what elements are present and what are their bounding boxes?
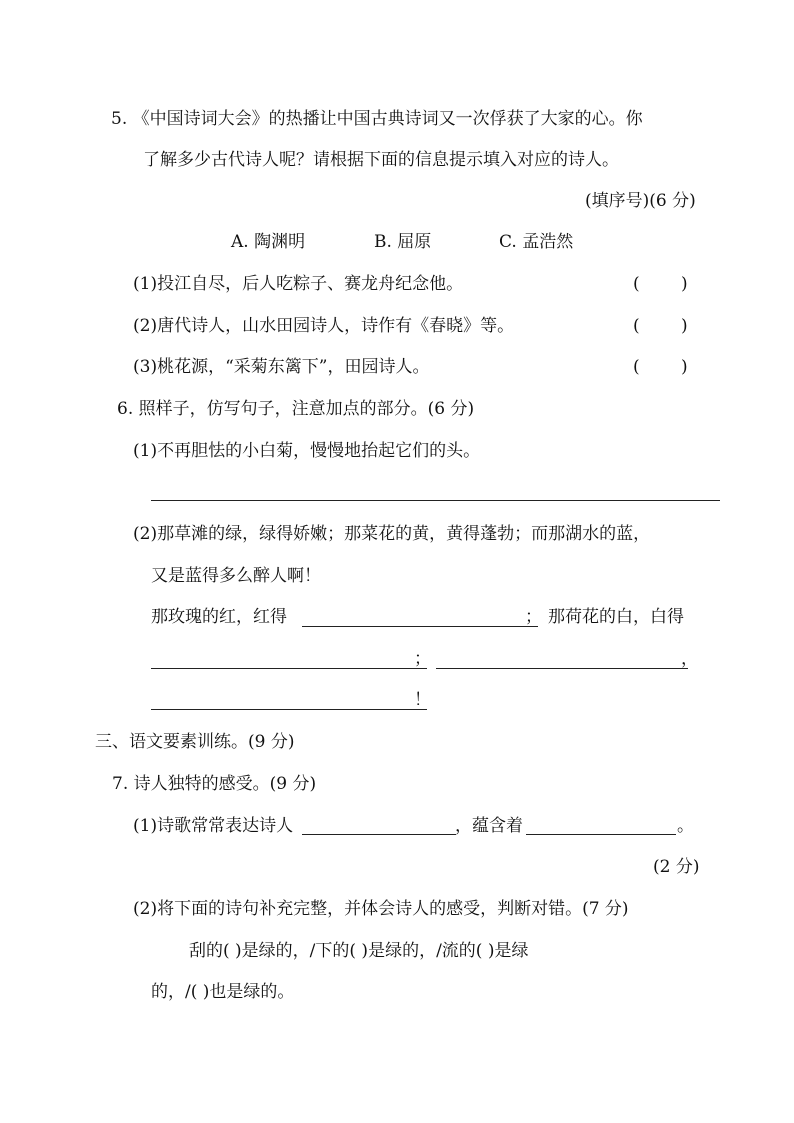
q7-item-1-prompt-b: ，蕴含着	[455, 816, 523, 836]
q6-fill-blank-4[interactable]	[151, 709, 427, 710]
q6-fill-blank-1[interactable]	[302, 626, 538, 627]
q5-option-a: A. 陶渊明	[231, 232, 306, 252]
q7-item-2: (2)将下面的诗句补充完整，并体会诗人的感受，判断对错。(7 分)	[133, 899, 629, 919]
q7-item-1-prompt-a: (1)诗歌常常表达诗人	[133, 816, 294, 836]
q6-fill-blank-2[interactable]	[151, 668, 427, 669]
q7-item-1-blank-1[interactable]	[302, 834, 456, 835]
q7-item-1-blank-2[interactable]	[526, 834, 676, 835]
q7-item-1-score: (2 分)	[653, 857, 700, 877]
q6-title: 6. 照样子，仿写句子，注意加点的部分。(6 分)	[117, 399, 475, 419]
q5-item-1-answer-close: )	[681, 274, 688, 294]
q5-item-1-answer-open[interactable]: (	[633, 274, 640, 294]
q7-poem-line1: 刮的( )是绿的，/下的( )是绿的，/流的( )是绿	[189, 941, 529, 961]
section-3-title: 三、语文要素训练。(9 分)	[95, 732, 295, 752]
q6-item-2-line2: 又是蓝得多么醉人啊！	[151, 566, 321, 586]
q7-title: 7. 诗人独特的感受。(9 分)	[112, 774, 317, 794]
q5-stem-line2: 了解多少古代诗人呢？请根据下面的信息提示填入对应的诗人。	[143, 150, 619, 170]
q6-fill-comma: ，	[681, 649, 698, 669]
q6-fill-exclaim: ！	[414, 690, 431, 710]
q5-item-2-answer-open[interactable]: (	[633, 316, 640, 336]
q5-score-note: (填序号)(6 分)	[585, 191, 696, 211]
q6-item-1-answer-line[interactable]	[151, 500, 720, 501]
q5-item-1: (1)投江自尽，后人吃粽子、赛龙舟纪念他。	[133, 274, 464, 294]
q5-item-2-answer-close: )	[681, 316, 688, 336]
q5-item-3-answer-close: )	[681, 357, 688, 377]
q6-fill-blank-3[interactable]	[436, 668, 688, 669]
q6-fill-semicolon-2: ；	[414, 649, 431, 669]
q5-stem-line1: 5. 《中国诗词大会》的热播让中国古典诗词又一次俘获了大家的心。你	[111, 109, 643, 129]
q6-fill-prompt-a: 那玫瑰的红，红得	[151, 607, 287, 627]
q5-option-b: B. 屈原	[374, 232, 432, 252]
q7-poem-line2: 的，/( )也是绿的。	[151, 982, 295, 1002]
q5-option-c: C. 孟浩然	[499, 232, 574, 252]
q6-item-1: (1)不再胆怯的小白菊，慢慢地抬起它们的头。	[133, 441, 481, 461]
q6-fill-semicolon: ；	[525, 607, 542, 627]
q5-item-3-answer-open[interactable]: (	[633, 357, 640, 377]
q6-fill-prompt-b: 那荷花的白，白得	[548, 607, 684, 627]
q5-item-2: (2)唐代诗人，山水田园诗人，诗作有《春晓》等。	[133, 316, 515, 336]
q7-item-1-end: 。	[677, 816, 694, 836]
q6-item-2-line1: (2)那草滩的绿，绿得娇嫩；那菜花的黄，黄得蓬勃；而那湖水的蓝，	[133, 524, 651, 544]
q5-item-3: (3)桃花源，“采菊东篱下”，田园诗人。	[133, 357, 430, 377]
